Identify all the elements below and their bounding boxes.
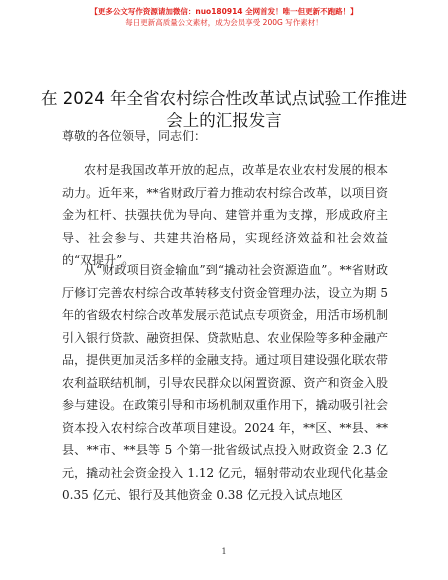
- paragraph-1: 农村是我国改革开放的起点，改革是农业农村发展的根本动力。近年来，**省财政厅着力推动农村综合改革，以项目资金为杠杆、扶强扶优为导向、建管并重为支撑，形成政府主导、社会参与、共建共治格局，实现经济效益和社会效益的“双提升”。: [62, 163, 388, 267]
- document-title: 在 2024 年全省农村综合性改革试点试验工作推进会上的汇报发言: [41, 89, 407, 130]
- paragraph-2: 从“财政项目资金输血”到“撬动社会资源造血”。**省财政厅修订完善农村综合改革转移支付资金管理办法，设立为期 5 年的省级农村综合改革发展示范试点专项资金，用活市场机制引入银行贷款、融资担保、贷款贴息、农业保险等多种金融产品，提供更加灵活多样的金融支持。通过项目建设强化联农带农利益联结机制，引导农民群众以闲置资源、资产和资金入股参与建设。在政策引导和市场机制双重作用下，撬动吸引社会资本投入农村综合改革项目建设。2024 年，**区、**县、**县、**市、**县等 5 个第一批省级试点投入财政资金 2.3 亿元，撬动社会资金投入 1.12 亿元，辐射带动农业现代化基金 0.35 亿元、银行及其他资金 0.38 亿元投入试点地区: [62, 263, 388, 502]
- page-number: 1: [221, 547, 227, 556]
- promo-banner: [0, 6, 448, 28]
- salutation: 尊敬的各位领导，同志们：: [62, 129, 207, 143]
- promo-banner-line-1: 【更多公文写作资源请加微信：nuo180914 全网首发！唯一但更新不跑路！】: [90, 7, 358, 16]
- promo-banner-line-2: 每日更新高质量公文素材，成为会员享受 200G 写作素材！: [125, 18, 323, 27]
